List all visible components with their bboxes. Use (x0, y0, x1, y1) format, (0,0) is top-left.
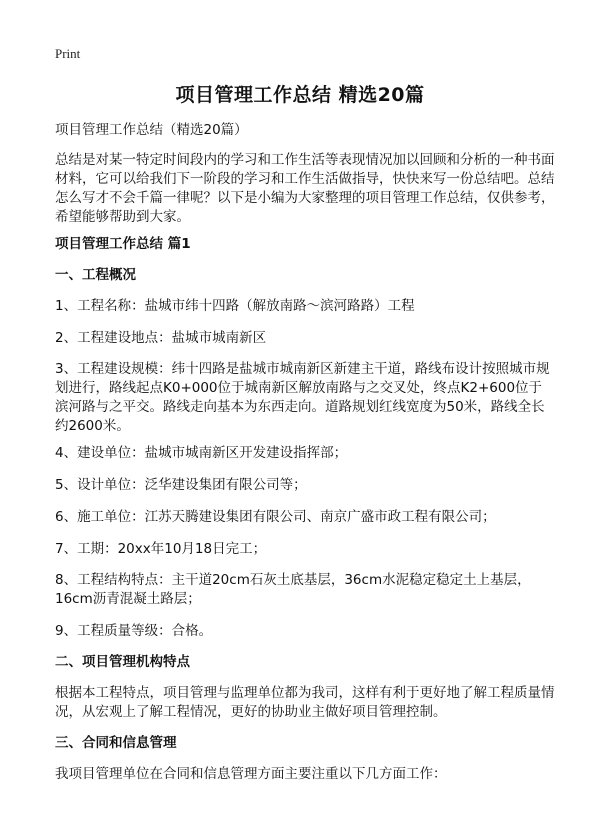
section2-paragraph: 根据本工程特点，项目管理与监理单位都为我司，这样有利于更好地了解工程质量情况，从宏观上了解工程情况，更好的协助业主做好项目管理控制。 (55, 685, 555, 720)
part-heading: 项目管理工作总结 篇1 (55, 236, 191, 252)
list-item: 4、建设单位：盐城市城南新区开发建设指挥部； (55, 445, 348, 461)
section3-paragraph: 我项目管理单位在合同和信息管理方面主要注重以下几方面工作： (55, 766, 447, 782)
list-item: 8、工程结构特点：主干道20cm石灰土底基层，36cm水泥稳定稳定土上基层，16cm沥青混凝土路层； (55, 572, 531, 607)
intro-paragraph: 总结是对某一特定时间段内的学习和工作生活等表现情况加以回顾和分析的一种书面材料，它可以给我们下一阶段的学习和工作生活做指导，快快来写一份总结吧。总结怎么写才不会千篇一律呢？以下是小编为大家整理的项目管理工作总结，仅供参考，希望能够帮助到大家。 (55, 152, 555, 225)
list-item: 9、工程质量等级：合格。 (55, 623, 213, 639)
list-item: 7、工期：20xx年10月18日完工； (55, 541, 267, 557)
section-heading-management: 二、项目管理机构特点 (55, 654, 190, 670)
print-link[interactable]: Print (55, 46, 81, 61)
document-subtitle: 项目管理工作总结（精选20篇） (55, 122, 248, 138)
section-heading-overview: 一、工程概况 (55, 267, 136, 283)
list-item: 3、工程建设规模：纬十四路是盐城市城南新区新建主干道，路线布设计按照城市规划进行，路线起点K0+000位于城南新区解放南路与之交叉处，终点K2+600位于滨河路与之平交。路线走向基本为东西走向。道路规划红线宽度为50米，路线全长约2600米。 (55, 361, 550, 434)
list-item: 5、设计单位：泛华建设集团有限公司等； (55, 477, 307, 493)
list-item: 2、工程建设地点：盐城市城南新区 (55, 330, 267, 346)
document-title: 项目管理工作总结 精选20篇 (175, 84, 425, 106)
list-item: 6、施工单位：江苏天腾建设集团有限公司、南京广盛市政工程有限公司； (55, 509, 496, 525)
list-item: 1、工程名称：盐城市纬十四路（解放南路～滨河路路）工程 (55, 298, 415, 314)
section-heading-contract: 三、合同和信息管理 (55, 735, 177, 751)
